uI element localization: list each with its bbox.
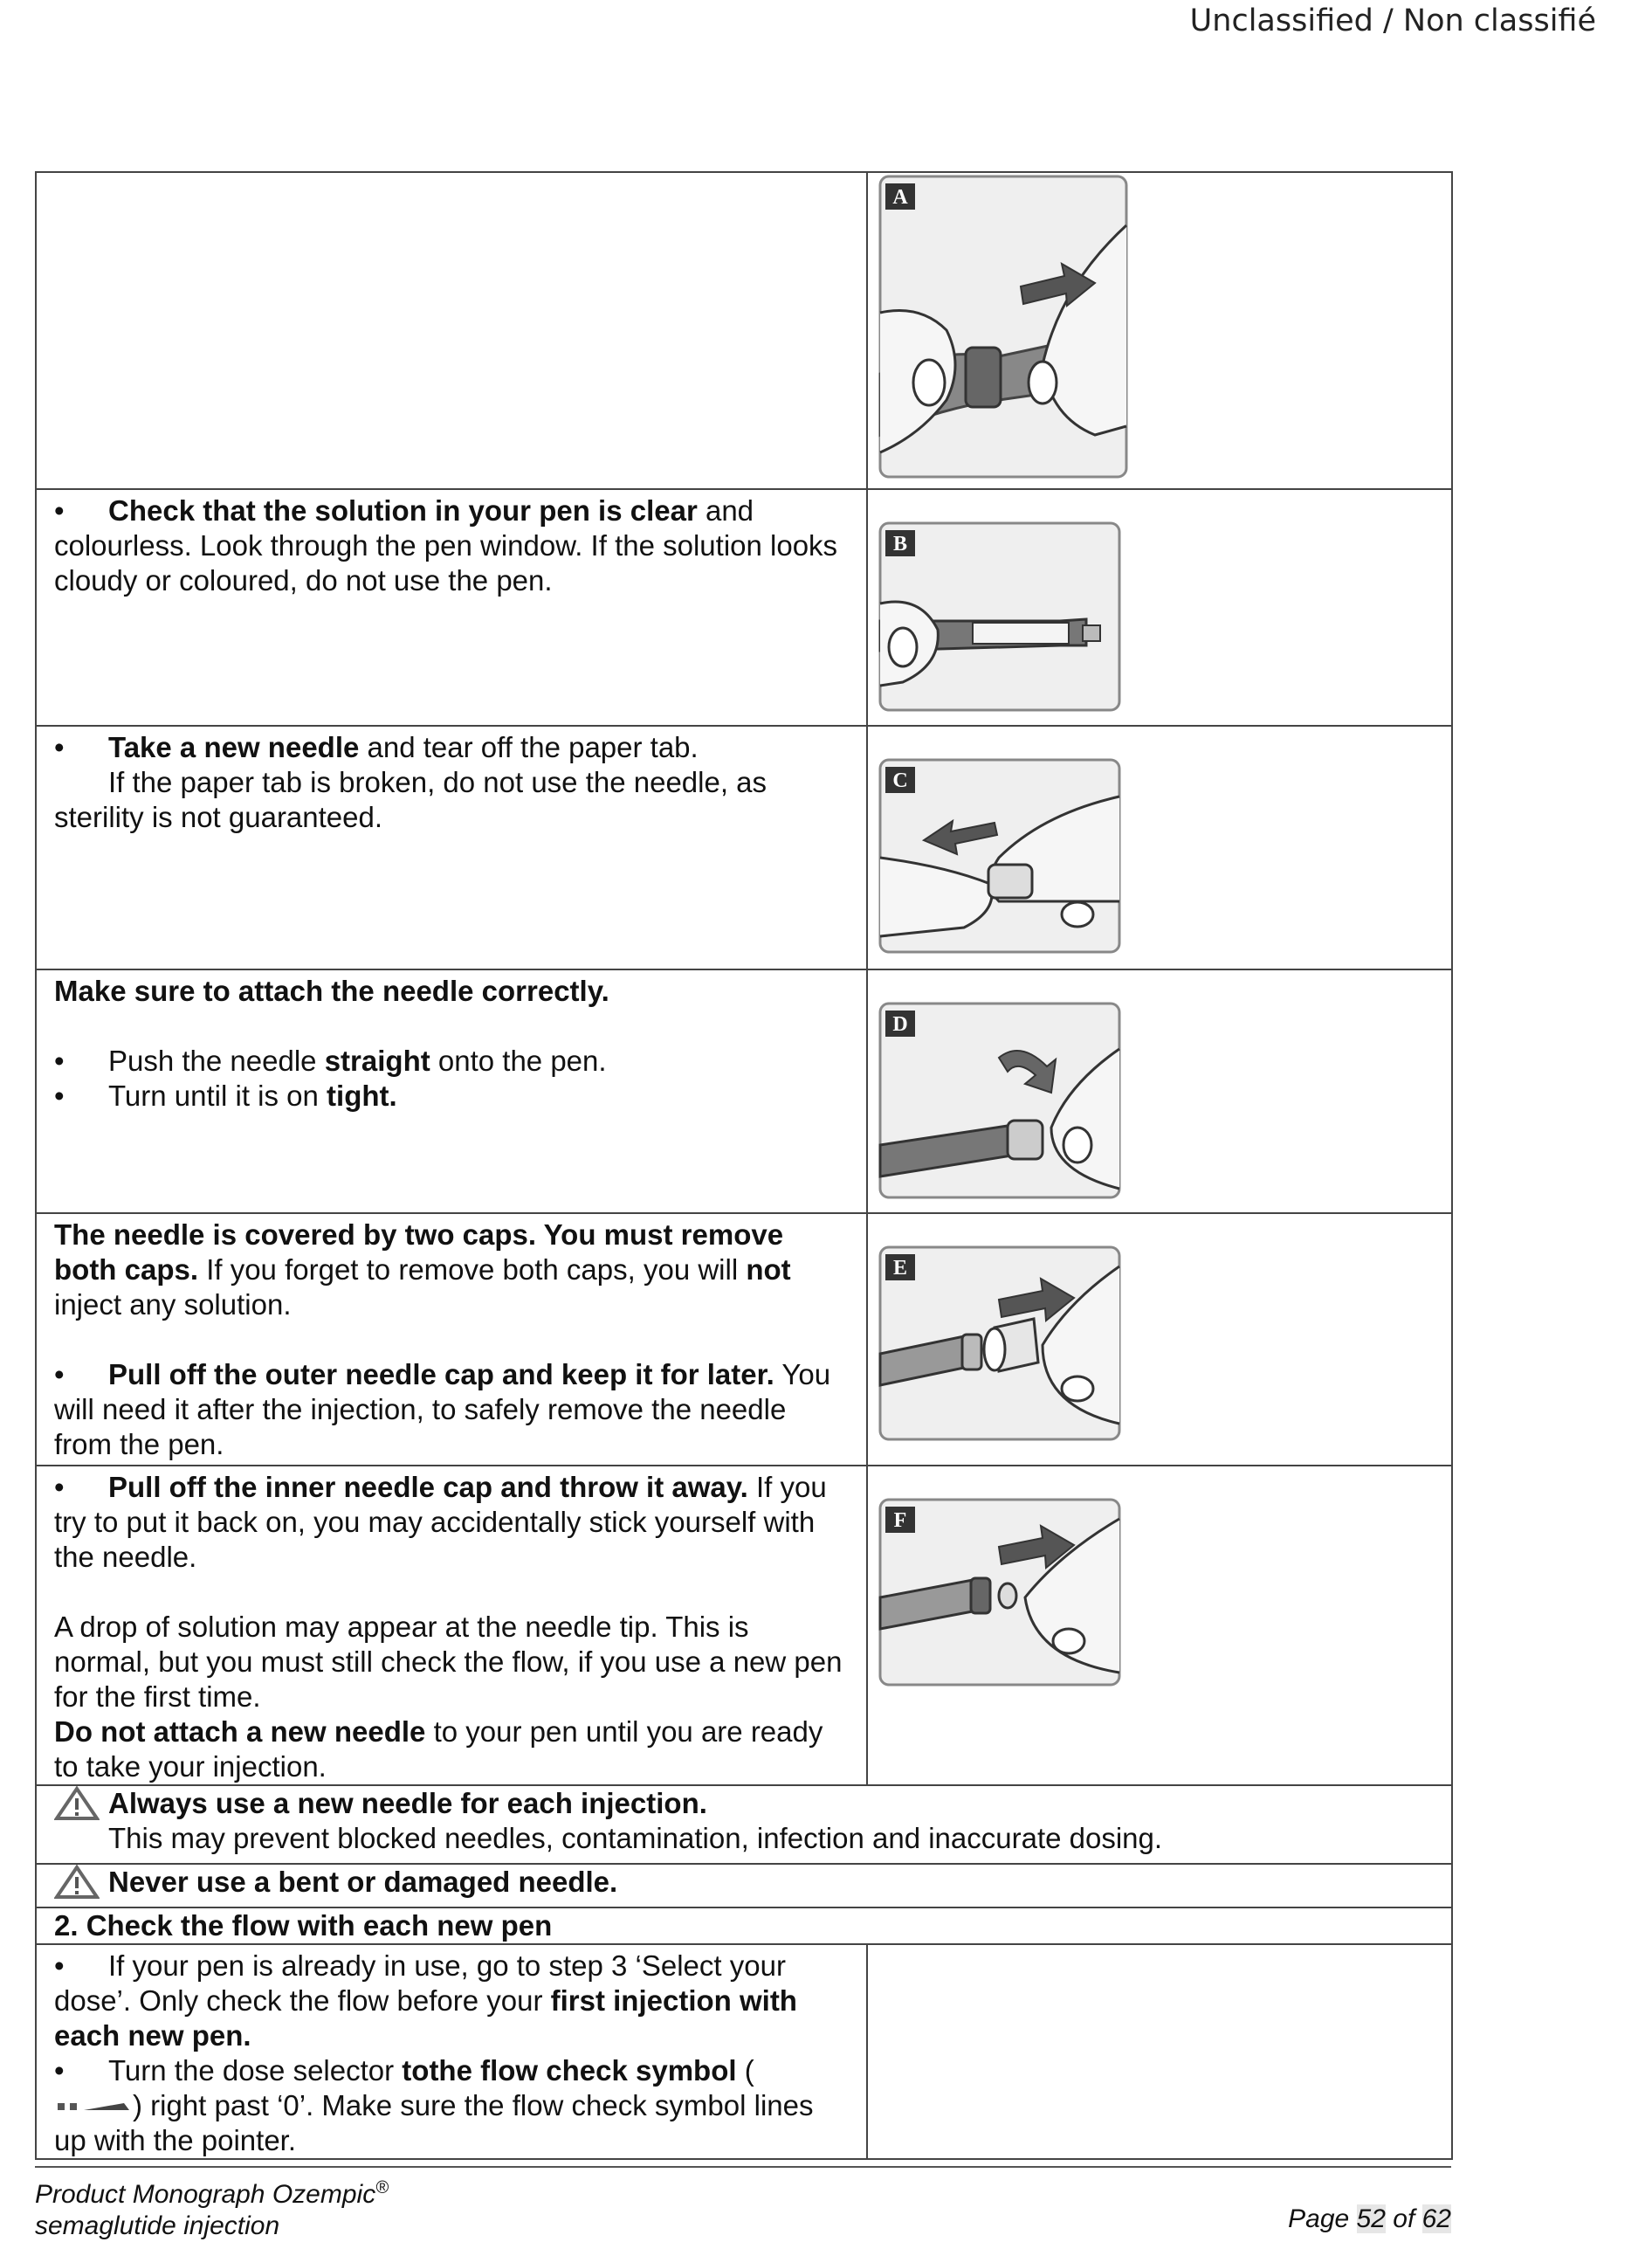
step-f-paragraph: A drop of solution may appear at the needle tip. This is normal, but you must still check the flow, if you use a new pen for the first time. (54, 1611, 843, 1713)
footer-subtitle: semaglutide injection (35, 2211, 280, 2240)
step-e-figure-cell (867, 1213, 1452, 1466)
warning-triangle-icon (54, 1786, 100, 1821)
section-2-b1-bold: first injection with each new pen. (54, 1984, 797, 2052)
step-e-bullet-text: You will need it after the injection, to safely remove the needle from the pen. (54, 1358, 831, 1460)
step-row-f (36, 1466, 1452, 1785)
step-c-figure-cell (867, 726, 1452, 969)
step-c-bold-text: Take a new needle (108, 731, 360, 763)
figure-f-remove-inner-cap (868, 1466, 1139, 1694)
step-f-warning-bold: Do not attach a new needle (54, 1715, 426, 1748)
warning-row-new-needle (36, 1785, 1452, 1864)
step-e-bold-not: not (746, 1253, 791, 1286)
step-d-heading: Make sure to attach the needle correctly. (54, 975, 609, 1007)
footer-page-total: 62 (1421, 2204, 1451, 2233)
footer-product-info (35, 2172, 389, 2242)
footer-registered-mark: ® (375, 2178, 389, 2197)
figure-c-tear-paper-tab (868, 727, 1139, 961)
step-b-text: and colourless. Look through the pen window. If the solution looks cloudy or coloured, do not use the pen. (54, 494, 838, 597)
bullet: • (54, 1358, 65, 1390)
bullet: • (54, 494, 65, 527)
step-d-b2-bold: tight. (327, 1080, 397, 1112)
figure-c-label: C (892, 769, 908, 792)
step-e-text: If you forget to remove both caps, you will (198, 1253, 747, 1286)
footer-page-number (1288, 2204, 1451, 2234)
warning-cell-1 (36, 1785, 1452, 1864)
step-d-text-cell (36, 969, 867, 1213)
figure-b-label: B (892, 533, 908, 555)
step-b-figure-cell (867, 489, 1452, 726)
step-d-figure-cell (867, 969, 1452, 1213)
step-d-b1-bold: straight (324, 1045, 430, 1077)
figure-d-label: D (892, 1013, 908, 1036)
warning-row-bent-needle (36, 1864, 1452, 1907)
step-b-text-cell (36, 489, 867, 726)
step-d-b1-post: onto the pen. (430, 1045, 607, 1077)
step-e-bullet-bold: Pull off the outer needle cap and keep it for later. (108, 1358, 774, 1390)
step-row-d (36, 969, 1452, 1213)
bullet: • (54, 1471, 65, 1503)
bullet: • (54, 1949, 65, 1982)
step-e-text-2: inject any solution. (54, 1288, 292, 1321)
warning-1-title: Always use a new needle for each injection. (108, 1787, 707, 1819)
warning-triangle-icon (54, 1865, 100, 1900)
figure-d-attach-needle (868, 970, 1139, 1204)
instructions-table (35, 171, 1453, 2160)
section-2-heading-row (36, 1907, 1452, 1944)
step-c-text: and tear off the paper tab. (359, 731, 699, 763)
footer-page-word: Page (1288, 2204, 1357, 2233)
step-row-e (36, 1213, 1452, 1466)
step-row-c (36, 726, 1452, 969)
step-f-warning-text: to your pen until you are ready to take your injection. (54, 1715, 823, 1783)
figure-e-remove-outer-cap (868, 1214, 1139, 1457)
figure-a-label: A (892, 186, 908, 209)
step-f-text-cell (36, 1466, 867, 1785)
section-2-b2-bold: tothe flow check symbol (402, 2054, 737, 2087)
step-f-text: If you try to put it back on, you may accidentally stick yourself with the needle. (54, 1471, 827, 1573)
section-2-text-cell (36, 1944, 867, 2159)
step-c-line3: sterility is not guaranteed. (54, 801, 383, 833)
step-d-b1-pre: Push the needle (108, 1045, 325, 1077)
footer-divider (35, 2166, 1451, 2168)
step-f-bold-text: Pull off the inner needle cap and throw it away. (108, 1471, 748, 1503)
step-row-b (36, 489, 1452, 726)
footer-page-current: 52 (1356, 2204, 1386, 2233)
step-a-figure-cell (867, 172, 1452, 489)
bullet: • (54, 1045, 65, 1077)
bullet: • (54, 1080, 65, 1112)
figure-b-check-solution (868, 490, 1139, 717)
bullet: • (54, 2054, 65, 2087)
section-2-heading: 2. Check the flow with each new pen (36, 1907, 1452, 1944)
flow-check-symbol-icon (54, 2094, 133, 2121)
section-2-b2-pre: Turn the dose selector (108, 2054, 403, 2087)
step-b-bold-text: Check that the solution in your pen is clear (108, 494, 698, 527)
step-c-text-cell (36, 726, 867, 969)
warning-cell-2 (36, 1864, 1452, 1907)
section-2-b2-open: ( (736, 2054, 754, 2087)
step-e-bold-text: The needle is covered by two caps. You must remove both caps. (54, 1218, 784, 1286)
step-a-text-cell (36, 172, 867, 489)
section-2-b2-post: ) right past ‘0’. Make sure the flow check symbol lines up with the pointer. (54, 2089, 814, 2156)
figure-f-label: F (893, 1509, 907, 1532)
section-2-empty-cell (867, 1944, 1452, 2159)
bullet: • (54, 731, 65, 763)
footer-of-word: of (1385, 2204, 1422, 2233)
step-e-text-cell (36, 1213, 867, 1466)
footer-product-name: Product Monograph Ozempic (35, 2180, 376, 2209)
step-d-b2-pre: Turn until it is on (108, 1080, 327, 1112)
figure-e-label: E (892, 1257, 908, 1280)
step-c-line2: If the paper tab is broken, do not use the needle, as (108, 766, 767, 798)
step-f-figure-cell (867, 1466, 1452, 1785)
figure-a-remove-pen-cap (868, 173, 1139, 480)
section-2-body-row (36, 1944, 1452, 2159)
section-2-b1-text: If your pen is already in use, go to step 3 ‘Select your dose’. Only check the flow before your (54, 1949, 786, 2017)
step-row-a (36, 172, 1452, 489)
warning-1-text: This may prevent blocked needles, contamination, infection and inaccurate dosing. (108, 1822, 1163, 1854)
classification-label: Unclassified / Non classifié (1189, 3, 1596, 38)
warning-2-title: Never use a bent or damaged needle. (108, 1866, 618, 1898)
